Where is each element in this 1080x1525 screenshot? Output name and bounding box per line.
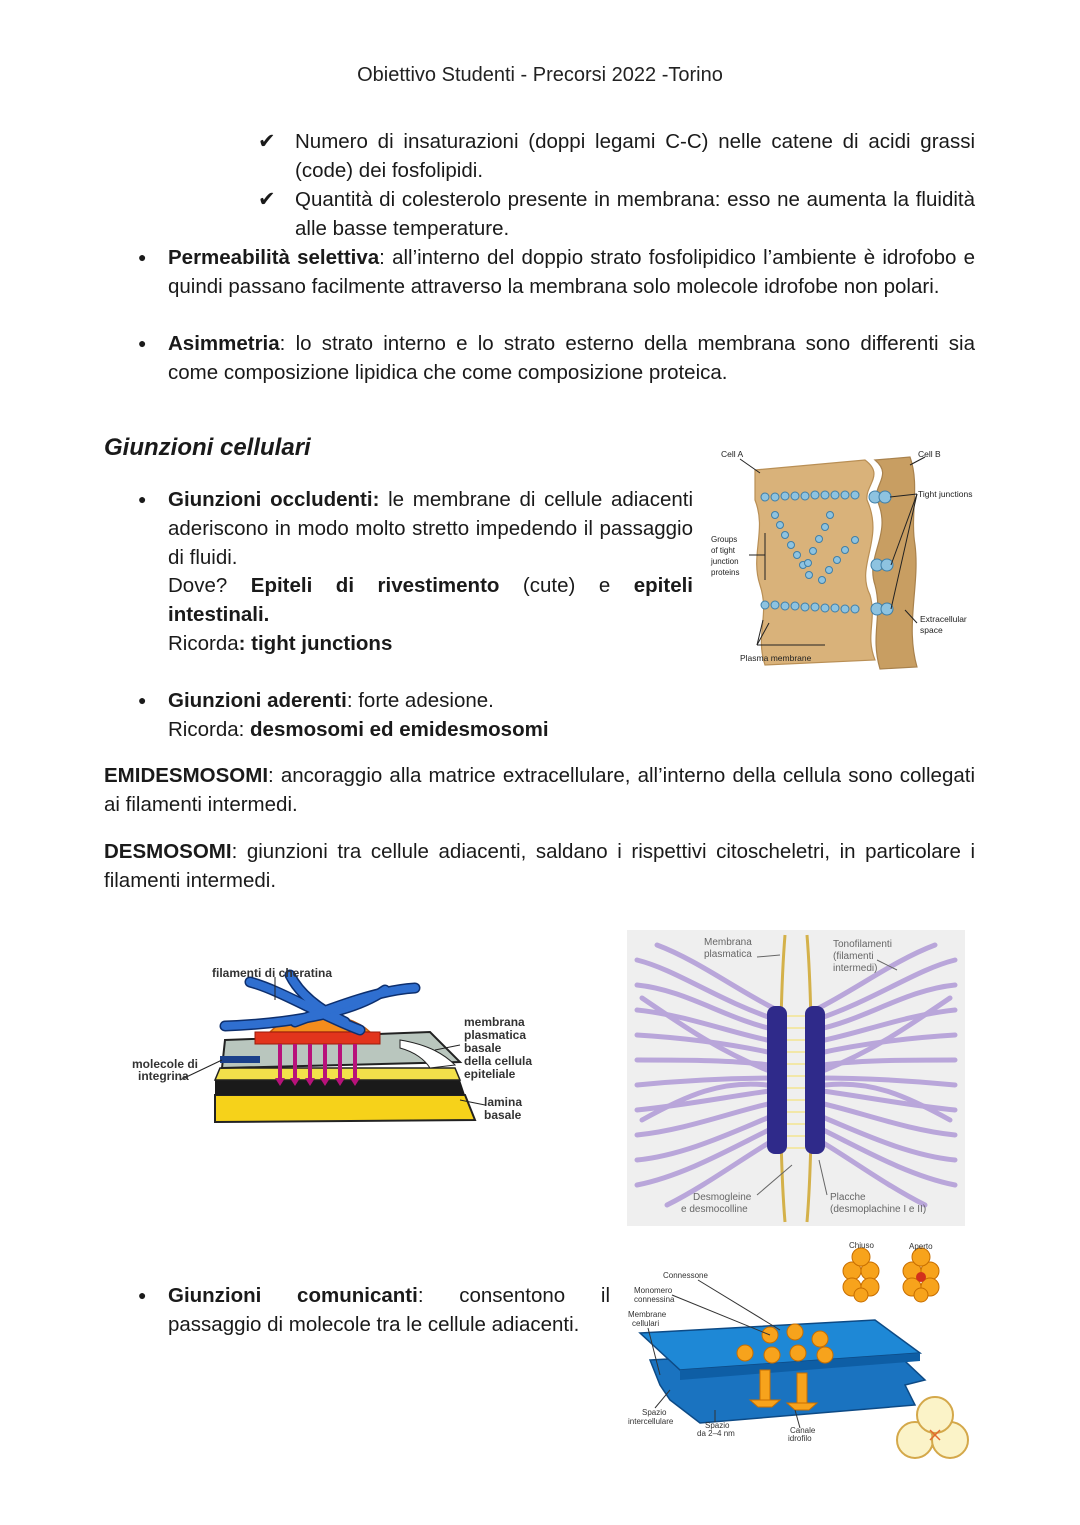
svg-text:epiteliale: epiteliale [464,1067,516,1081]
label-aperto: Aperto [909,1242,933,1251]
bullet-occludenti: Giunzioni occludenti: le membrane di cellule adiacenti aderiscono in modo molto stretto impedendo il passaggio di fluidi. [168,488,693,569]
svg-text:intermedi): intermedi) [833,963,878,974]
occludenti-ricorda: Ricorda: tight junctions [168,632,393,655]
label-spazio-intercellulare [628,1408,674,1426]
svg-text:idrofilo: idrofilo [788,1434,812,1443]
check-icon: ✔ [258,130,276,153]
label-cell-b: Cell B [918,449,941,459]
label-filamenti-cheratina: filamenti di cheratina [212,966,333,980]
svg-text:(filamenti: (filamenti [833,951,874,962]
svg-text:plasmatica: plasmatica [464,1028,527,1042]
svg-text:Spazio: Spazio [705,1421,730,1430]
svg-text:Canale: Canale [790,1426,816,1435]
label-molecole-integrina: molecole di integrina [132,1057,199,1083]
paragraph-emidesmosomi: EMIDESMOSOMI: ancoraggio alla matrice extracellulare, all’interno della cellula sono collegati ai filamenti intermedi. [104,764,975,816]
aderenti-ricorda: Ricorda: desmosomi ed emidesmosomi [168,718,549,741]
page-header: Obiettivo Studenti - Precorsi 2022 -Torino [357,64,723,86]
label-extracellular: Extracellular space [920,614,967,635]
svg-text:da 2–4 nm: da 2–4 nm [697,1429,735,1438]
label-canale-idrofilo [788,1426,816,1443]
bullet-icon: ● [138,335,147,351]
svg-text:basale: basale [484,1108,522,1122]
label-spazio-nm [697,1421,735,1438]
bullet-icon: ● [138,1287,147,1303]
check-icon: ✔ [258,188,276,211]
svg-text:lamina: lamina [484,1095,523,1109]
label-cell-a: Cell A [721,449,744,459]
svg-text:Tonofilamenti: Tonofilamenti [833,939,892,950]
label-membrana-plasmatica [464,1015,532,1081]
label-plasma-membrane: Plasma membrane [740,653,812,663]
section-title: Giunzioni cellulari [104,434,311,461]
label-monomero [634,1286,675,1304]
hemidesmosome-figure [130,960,550,1140]
bullet-permeabilita: Permeabilità selettiva: all’interno del doppio strato fosfolipidico l’ambiente è idrofobo e quindi passano facilmente attraverso la membrana solo molecole idrofobe non polari. [168,246,975,298]
check-item-text: Quantità di colesterolo presente in membrana: esso ne aumenta la fluidità alle basse temperature. [295,188,975,240]
label-tight-junctions: Tight junctions [918,489,973,499]
svg-text:cellulari: cellulari [632,1319,660,1328]
desmosome-figure [627,930,965,1226]
svg-text:Membrana: Membrana [704,937,752,948]
svg-text:Placche: Placche [830,1192,866,1203]
gap-junction-figure [620,1235,980,1470]
svg-text:della cellula: della cellula [464,1054,533,1068]
svg-text:membrana: membrana [464,1015,525,1029]
paragraph-desmosomi: DESMOSOMI: giunzioni tra cellule adiacenti, saldano i rispettivi citoscheletri, in particolare i filamenti intermedi. [104,840,975,892]
tight-junction-figure [705,445,985,675]
occludenti-dove: Dove? Epiteli di rivestimento (cute) e epiteli intestinali. [168,574,693,626]
svg-text:intercellulare: intercellulare [628,1417,674,1426]
check-item-text: Numero di insaturazioni (doppi legami C-C) nelle catene di acidi grassi (code) dei fosfolipidi. [295,130,975,182]
svg-text:Spazio: Spazio [642,1408,667,1417]
bullet-icon: ● [138,692,147,708]
label-chiuso: Chiuso [849,1241,874,1250]
label-connessone: Connessone [663,1271,708,1280]
svg-text:plasmatica: plasmatica [704,949,752,960]
bullet-icon: ● [138,249,147,265]
svg-text:(desmoplachine I e II): (desmoplachine I e II) [830,1204,927,1215]
svg-text:basale: basale [464,1041,502,1055]
bullet-icon: ● [138,491,147,507]
svg-text:Desmogleine: Desmogleine [693,1192,752,1203]
bullet-aderenti: Giunzioni aderenti: forte adesione. [168,689,494,712]
label-lamina-basale [484,1095,522,1122]
label-membrana-plasmatica [704,937,752,960]
label-membrane-cellulari [628,1310,667,1328]
svg-text:Monomero: Monomero [634,1286,673,1295]
bullet-asimmetria: Asimmetria: lo strato interno e lo strato esterno della membrana sono differenti sia come composizione lipidica che come composizione proteica. [168,332,975,384]
svg-text:e desmocolline: e desmocolline [681,1204,748,1215]
label-groups: Groups of tight junction proteins [711,535,740,577]
bullet-comunicanti: Giunzioni comunicanti: consentono il passaggio di molecole tra le cellule adiacenti. [168,1284,611,1336]
svg-text:connessina: connessina [634,1295,675,1304]
svg-text:Membrane: Membrane [628,1310,667,1319]
